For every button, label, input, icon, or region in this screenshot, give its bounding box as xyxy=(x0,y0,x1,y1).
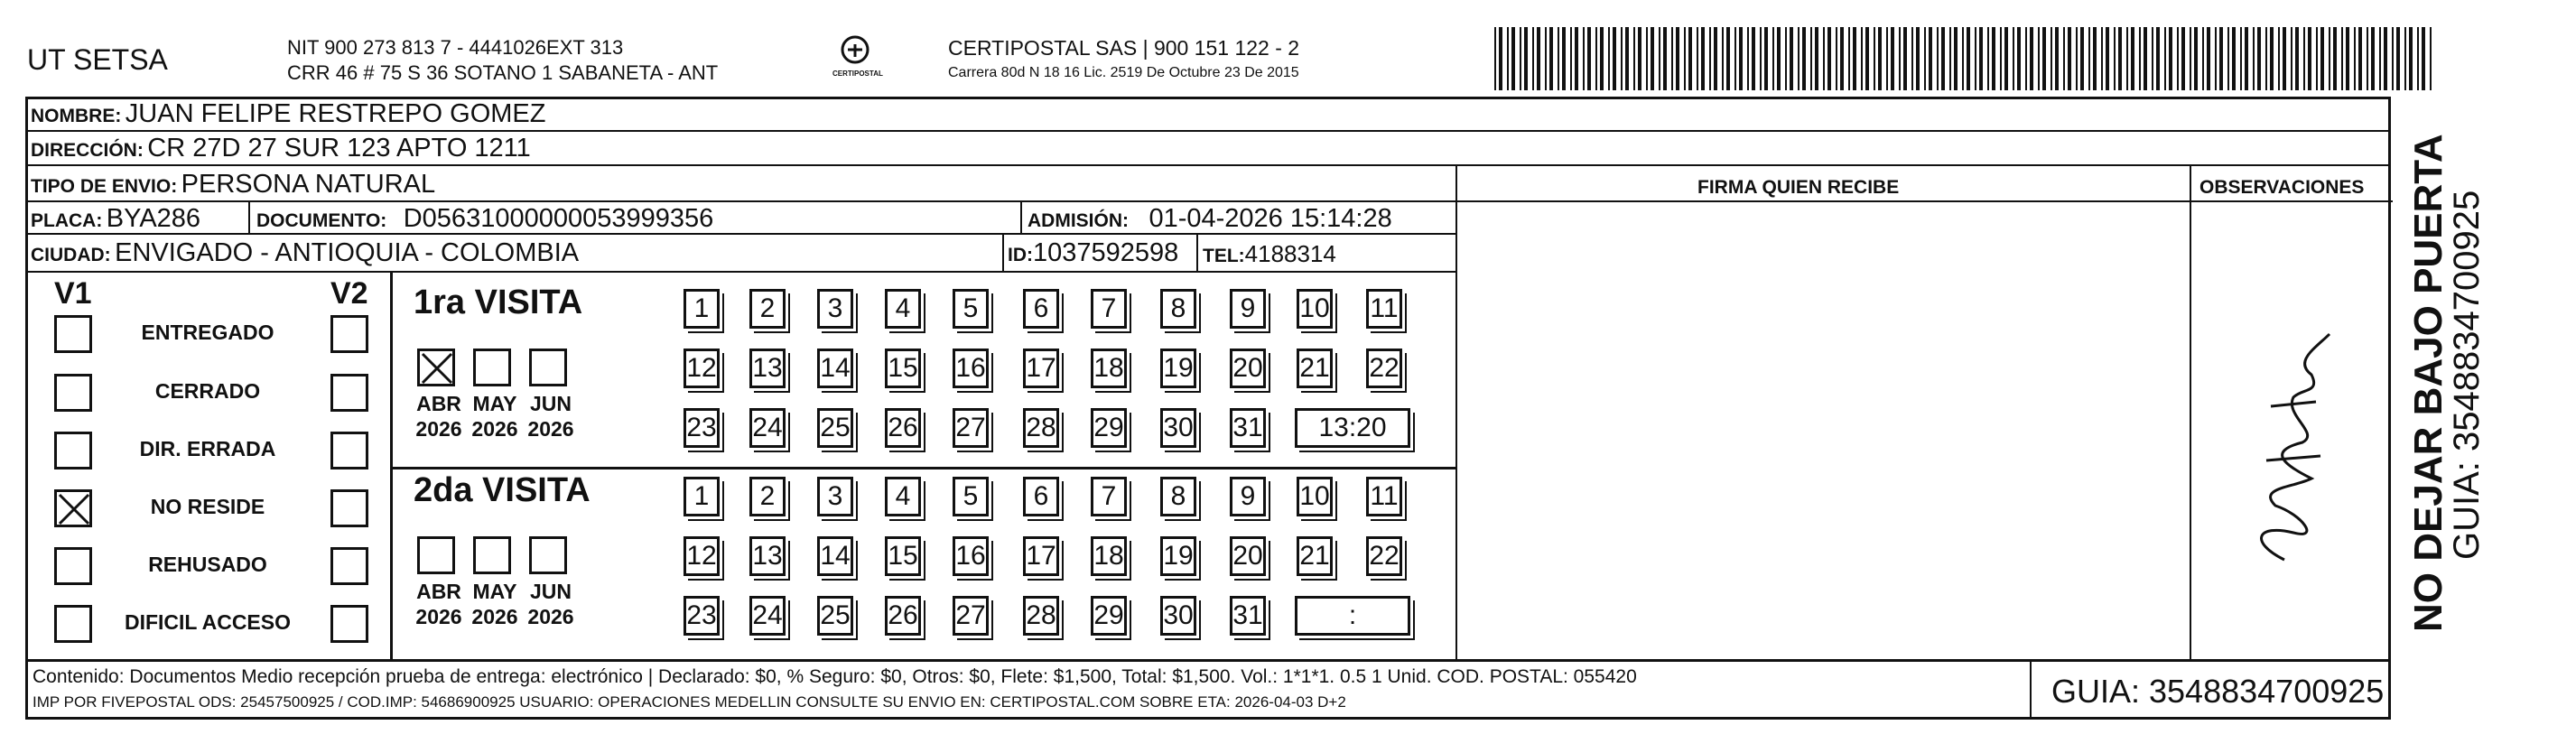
day-box[interactable]: 9 xyxy=(1230,477,1266,516)
status-label: DIR. ERRADA xyxy=(139,437,276,460)
nombre-label: NOMBRE: xyxy=(31,106,122,126)
signature-scribble xyxy=(2230,307,2357,569)
day-box[interactable]: 20 xyxy=(1230,536,1266,576)
time-box[interactable]: 13:20 xyxy=(1295,408,1410,448)
status-label: ENTREGADO xyxy=(141,321,274,344)
v1-checkbox[interactable] xyxy=(54,605,92,643)
year-label: 2026 xyxy=(415,417,462,441)
status-label: CERRADO xyxy=(154,379,261,403)
day-box[interactable]: 24 xyxy=(749,408,786,448)
year-label: 2026 xyxy=(471,417,518,441)
status-label: NO RESIDE xyxy=(150,495,265,518)
month-label: MAY xyxy=(472,580,517,603)
v2-checkbox[interactable] xyxy=(330,315,368,353)
day-box[interactable]: 14 xyxy=(817,536,853,576)
visit2-title: 2da VISITA xyxy=(414,471,591,509)
day-box[interactable]: 18 xyxy=(1091,536,1127,576)
day-box[interactable]: 6 xyxy=(1023,289,1059,329)
day-box[interactable]: 13 xyxy=(749,349,786,388)
month-checkbox[interactable] xyxy=(529,536,567,574)
day-box[interactable]: 10 xyxy=(1297,289,1333,329)
ciudad-value: ENVIGADO - ANTIOQUIA - COLOMBIA xyxy=(115,238,580,267)
day-box[interactable]: 17 xyxy=(1023,536,1059,576)
placa-label: PLACA: xyxy=(31,210,103,231)
barcode xyxy=(1494,27,2442,90)
documento-value: D05631000000053999356 xyxy=(403,204,714,233)
direccion-label: DIRECCIÓN: xyxy=(31,140,144,161)
month-label: JUN xyxy=(529,392,572,415)
day-box[interactable]: 16 xyxy=(953,349,989,388)
status-label: DIFICIL ACCESO xyxy=(124,610,291,634)
day-box[interactable]: 12 xyxy=(684,536,720,576)
observaciones-header xyxy=(2199,177,2364,199)
admision-label: ADMISIÓN: xyxy=(1028,210,1129,231)
v2-checkbox[interactable] xyxy=(330,489,368,527)
firma-header xyxy=(1697,177,1899,199)
day-box[interactable]: 31 xyxy=(1230,408,1266,448)
address-line: CRR 46 # 75 S 36 SOTANO 1 SABANETA - ANT xyxy=(287,61,719,84)
footer-guia: GUIA: 3548834700925 xyxy=(2051,673,2385,710)
day-box[interactable]: 6 xyxy=(1023,477,1059,516)
tipo-label: TIPO DE ENVIO: xyxy=(31,176,178,197)
v2-label: V2 xyxy=(330,276,368,311)
nombre-value: JUAN FELIPE RESTREPO GOMEZ xyxy=(125,99,546,128)
ciudad-label: CIUDAD: xyxy=(31,245,111,265)
day-box[interactable]: 8 xyxy=(1160,477,1196,516)
day-box[interactable]: 11 xyxy=(1366,477,1402,516)
day-box[interactable]: 28 xyxy=(1023,596,1059,636)
ciudad-row xyxy=(31,238,579,268)
id-value: 1037592598 xyxy=(1033,238,1179,267)
month-checkbox[interactable] xyxy=(417,536,455,574)
day-box[interactable]: 21 xyxy=(1297,349,1333,388)
day-box[interactable]: 16 xyxy=(953,536,989,576)
nombre-row xyxy=(31,99,545,129)
v1-checkbox[interactable] xyxy=(54,489,92,527)
documento-label: DOCUMENTO: xyxy=(256,210,387,231)
day-box[interactable]: 4 xyxy=(885,289,921,329)
day-box[interactable]: 12 xyxy=(684,349,720,388)
tipo-value: PERSONA NATURAL xyxy=(181,170,436,199)
year-label: 2026 xyxy=(471,605,518,628)
certipostal-logo xyxy=(832,34,883,78)
day-box[interactable]: 7 xyxy=(1091,477,1127,516)
day-box[interactable]: 1 xyxy=(684,477,720,516)
day-box[interactable]: 26 xyxy=(885,408,921,448)
month-checkbox[interactable] xyxy=(529,349,567,386)
time-box[interactable]: : xyxy=(1295,596,1410,636)
logo-text: CERTIPOSTAL xyxy=(832,70,883,78)
v2-checkbox[interactable] xyxy=(330,605,368,643)
day-box[interactable]: 18 xyxy=(1091,349,1127,388)
day-box[interactable]: 21 xyxy=(1297,536,1333,576)
certi-line1: CERTIPOSTAL SAS | 900 151 122 - 2 xyxy=(948,36,1300,60)
day-box[interactable]: 19 xyxy=(1160,536,1196,576)
v2-checkbox[interactable] xyxy=(330,432,368,469)
day-box[interactable]: 28 xyxy=(1023,408,1059,448)
day-box[interactable]: 5 xyxy=(953,477,989,516)
day-box[interactable]: 11 xyxy=(1366,289,1402,329)
day-box[interactable]: 5 xyxy=(953,289,989,329)
v1-label: V1 xyxy=(54,276,92,311)
v1-checkbox[interactable] xyxy=(54,315,92,353)
day-box[interactable]: 29 xyxy=(1091,408,1127,448)
id-row xyxy=(1008,238,1178,268)
company-name: UT SETSA xyxy=(27,43,168,76)
day-box[interactable]: 15 xyxy=(885,349,921,388)
day-box[interactable]: 24 xyxy=(749,596,786,636)
certi-line2: Carrera 80d N 18 16 Lic. 2519 De Octubre 23 De 2015 xyxy=(948,65,1299,80)
day-box[interactable]: 22 xyxy=(1366,536,1402,576)
nit-line: NIT 900 273 813 7 - 4441026EXT 313 xyxy=(287,36,624,59)
day-box[interactable]: 25 xyxy=(817,408,853,448)
status-label: REHUSADO xyxy=(148,553,267,576)
day-box[interactable]: 3 xyxy=(817,477,853,516)
v1-checkbox[interactable] xyxy=(54,547,92,585)
month-checkbox[interactable] xyxy=(473,349,511,386)
v1-checkbox[interactable] xyxy=(54,374,92,412)
month-label: JUN xyxy=(529,580,572,603)
day-box[interactable]: 9 xyxy=(1230,289,1266,329)
day-box[interactable]: 22 xyxy=(1366,349,1402,388)
v2-checkbox[interactable] xyxy=(330,547,368,585)
day-box[interactable]: 30 xyxy=(1160,408,1196,448)
month-label: ABR xyxy=(416,580,461,603)
month-checkbox[interactable] xyxy=(417,349,455,386)
direccion-row xyxy=(31,134,531,163)
day-box[interactable]: 2 xyxy=(749,477,786,516)
day-box[interactable]: 20 xyxy=(1230,349,1266,388)
day-box[interactable]: 17 xyxy=(1023,349,1059,388)
day-box[interactable]: 3 xyxy=(817,289,853,329)
day-box[interactable]: 30 xyxy=(1160,596,1196,636)
day-box[interactable]: 26 xyxy=(885,596,921,636)
v1-checkbox[interactable] xyxy=(54,432,92,469)
documento-row xyxy=(256,204,713,234)
day-box[interactable]: 15 xyxy=(885,536,921,576)
day-box[interactable]: 27 xyxy=(953,596,989,636)
year-label: 2026 xyxy=(527,605,574,628)
id-label: ID: xyxy=(1008,245,1033,265)
day-box[interactable]: 10 xyxy=(1297,477,1333,516)
day-box[interactable]: 13 xyxy=(749,536,786,576)
footer-line1: Contenido: Documentos Medio recepción prueba de entrega: electrónico | Declarado: $0, % Seguro: $0, Otros: $0, Flete: $1,500, Total: $1,500. Vol.: 1*1*1. 0.5 1 Unid. COD. POSTAL: 055420 xyxy=(33,666,1637,687)
month-label: ABR xyxy=(416,392,461,415)
tel-row xyxy=(1203,240,1336,268)
year-label: 2026 xyxy=(415,605,462,628)
side-warning: NO DEJAR BAJO PUERTA xyxy=(2406,134,2450,632)
day-box[interactable]: 23 xyxy=(684,408,720,448)
placa-value: BYA286 xyxy=(106,204,201,233)
v2-checkbox[interactable] xyxy=(330,374,368,412)
day-box[interactable]: 7 xyxy=(1091,289,1127,329)
side-guia: GUIA: 3548834700925 xyxy=(2447,190,2487,560)
day-box[interactable]: 25 xyxy=(817,596,853,636)
admision-row xyxy=(1028,204,1392,234)
day-box[interactable]: 14 xyxy=(817,349,853,388)
tel-value: 4188314 xyxy=(1244,240,1336,267)
day-box[interactable]: 31 xyxy=(1230,596,1266,636)
day-box[interactable]: 8 xyxy=(1160,289,1196,329)
day-box[interactable]: 19 xyxy=(1160,349,1196,388)
month-checkbox[interactable] xyxy=(473,536,511,574)
firma-header-label: FIRMA QUIEN RECIBE xyxy=(1697,177,1900,198)
day-box[interactable]: 27 xyxy=(953,408,989,448)
day-box[interactable]: 1 xyxy=(684,289,720,329)
year-label: 2026 xyxy=(527,417,574,441)
placa-row xyxy=(31,204,200,234)
day-box[interactable]: 29 xyxy=(1091,596,1127,636)
tipo-row xyxy=(31,170,435,200)
day-box[interactable]: 2 xyxy=(749,289,786,329)
visit1-title: 1ra VISITA xyxy=(414,284,583,321)
month-label: MAY xyxy=(472,392,517,415)
direccion-value: CR 27D 27 SUR 123 APTO 1211 xyxy=(147,134,531,163)
logo-icon xyxy=(837,34,873,65)
tel-label: TEL: xyxy=(1203,246,1245,266)
day-box[interactable]: 4 xyxy=(885,477,921,516)
admision-value: 01-04-2026 15:14:28 xyxy=(1149,204,1392,233)
observaciones-label: OBSERVACIONES xyxy=(2199,177,2365,198)
footer-line2: IMP POR FIVEPOSTAL ODS: 25457500925 / COD.IMP: 54686900925 USUARIO: OPERACIONES MEDELLIN CONSULTE SU ENVIO EN: CERTIPOSTAL.COM SOBRE ETA: 2026-04-03 D+2 xyxy=(33,693,1346,711)
day-box[interactable]: 23 xyxy=(684,596,720,636)
